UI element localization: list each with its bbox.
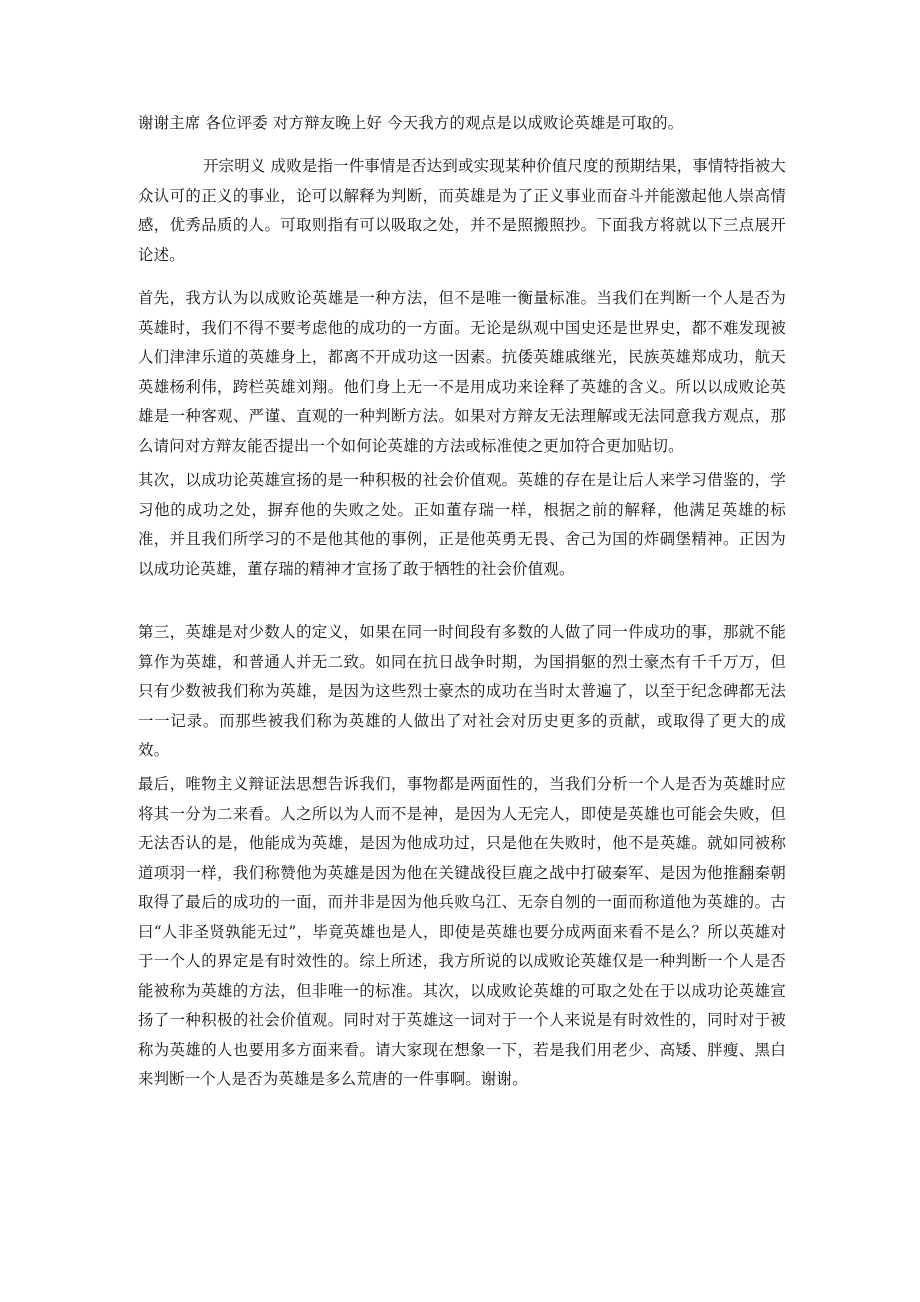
paragraph-greeting: 谢谢主席 各位评委 对方辩友晚上好 今天我方的观点是以成败论英雄是可取的。 [138, 114, 684, 132]
paragraph-first-point: 首先，我方认为以成败论英雄是一种方法，但不是唯一衡量标准。当我们在判断一个人是否为英雄时，我们不得不要考虑他的成功的一方面。无论是纵观中国史还是世界史，都不难发现被人们津津乐道的英雄身上，都离不开成功这一因素。抗倭英雄戚继光，民族英雄郑成功，航天英雄杨利伟，跨栏英雄刘翔。他们身上无一不是用成功来诠释了英雄的含义。所以以成败论英雄是一种客观、严谨、直观的一种判断方法。如果对方辩友无法理解或无法同意我方观点，那么请问对方辩友能否提出一个如何论英雄的方法或标准使之更加符合更加贴切。 [138, 289, 786, 455]
paragraph-conclusion: 最后，唯物主义辩证法思想告诉我们，事物都是两面性的，当我们分析一个人是否为英雄时应将其一分为二来看。人之所以为人而不是神，是因为人无完人，即使是英雄也可能会失败，但无法否认的是，他能成为英雄，是因为他成功过，只是他在失败时，他不是英雄。就如同被称道项羽一样，我们称赞他为英雄是因为他在关键战役巨鹿之战中打破秦军、是因为他推翻秦朝取得了最后的成功的一面，而并非是因为他兵败乌江、无奈自刎的一面而称道他为英雄的。古曰“人非圣贤孰能无过”，毕竟英雄也是人，即使是英雄也要分成两面来看不是么？所以英雄对于一个人的界定是有时效性的。综上所述，我方所说的以成败论英雄仅是一种判断一个人是否能被称为英雄的方法，但非唯一的标准。其次，以成败论英雄的可取之处在于以成功论英雄宣扬了一种积极的社会价值观。同时对于英雄这一词对于一个人来说是有时效性的，同时对于被称为英雄的人也要用多方面来看。请大家现在想象一下，若是我们用老少、高矮、胖瘦、黑白来判断一个人是否为英雄是多么荒唐的一件事啊。谢谢。 [138, 775, 786, 1088]
paragraph-second-point: 其次，以成功论英雄宣扬的是一种积极的社会价值观。英雄的存在是让后人来学习借鉴的，学习他的成功之处，摒弃他的失败之处。正如董存瑞一样，根据之前的解释，他满足英雄的标准，并且我们所学习的不是他其他的事例，正是他英勇无畏、舍己为国的炸碉堡精神。正因为以成功论英雄，董存瑞的精神才宣扬了敢于牺牲的社会价值观。 [138, 471, 786, 578]
paragraph-third-point: 第三，英雄是对少数人的定义，如果在同一时间段有多数的人做了同一件成功的事，那就不能算作为英雄，和普通人并无二致。如同在抗日战争时期，为国捐躯的烈士豪杰有千千万万，但只有少数被我们称为英雄，是因为这些烈士豪杰的成功在当时太普遍了，以至于纪念碑都无法一一记录。而那些被我们称为英雄的人做出了对社会对历史更多的贡献，或取得了更大的成效。 [138, 623, 786, 759]
paragraph-intro: 开宗明义 成败是指一件事情是否达到或实现某种价值尺度的预期结果，事情特指被大众认可的正义的事业，论可以解释为判断，而英雄是为了正义事业而奋斗并能激起他人崇高情感，优秀品质的人。可取则指有可以吸取之处，并不是照搬照抄。下面我方将就以下三点展开论述。 [138, 157, 786, 264]
